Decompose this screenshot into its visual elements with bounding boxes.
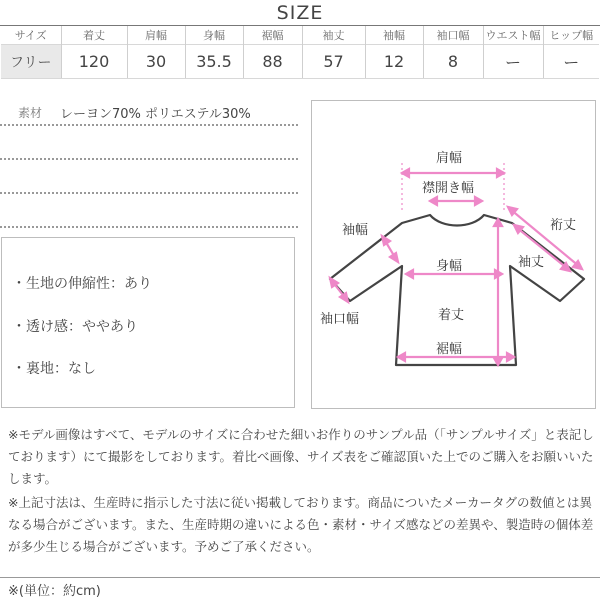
label-shoulder: 肩幅 — [436, 151, 463, 166]
spec-row-empty-3 — [0, 192, 298, 228]
cell-length: 120 — [61, 45, 127, 79]
label-sleeve-width: 袖幅 — [342, 223, 369, 238]
spec-row-empty-1 — [0, 124, 298, 160]
cell-hem-width: 88 — [243, 45, 302, 79]
cell-sleeve-length: 57 — [302, 45, 365, 79]
spec-row-material — [0, 90, 298, 126]
header-hem-width: 裾幅 — [243, 26, 302, 45]
header-shoulder: 肩幅 — [127, 26, 185, 45]
header-size: サイズ — [1, 26, 61, 45]
unit-note: ※(単位：約cm) — [8, 584, 101, 599]
size-table-header — [1, 26, 599, 45]
label-hem: 裾幅 — [436, 342, 463, 357]
note-sample: ※モデル画像はすべて、モデルのサイズに合わせた細いお作りのサンプル品（「サンプルサイズ」と表記しております）にて撮影をしております。着比べ画像、サイズ表をご確認頂いた上でのご購入をお願いいたします。 — [8, 427, 594, 486]
header-cuff-width: 袖口幅 — [423, 26, 483, 45]
feature-stretch: ・生地の伸縮性：あり — [12, 276, 152, 292]
cell-cuff-width: 8 — [423, 45, 483, 79]
label-yuki: 裄丈 — [550, 218, 577, 233]
label-length: 着丈 — [438, 308, 465, 323]
table-row — [1, 45, 599, 79]
cell-shoulder: 30 — [127, 45, 185, 79]
footer-divider — [0, 577, 600, 578]
features-box — [1, 237, 295, 408]
cell-sleeve-width: 12 — [365, 45, 423, 79]
header-sleeve-width: 袖幅 — [365, 26, 423, 45]
label-body-width: 身幅 — [436, 259, 463, 274]
material-label: 素材 — [18, 106, 43, 120]
header-length: 着丈 — [61, 26, 127, 45]
label-neck: 襟開き幅 — [422, 181, 475, 196]
cell-hip-width: ー — [543, 45, 599, 79]
cell-size: フリー — [1, 45, 61, 79]
spec-row-empty-2 — [0, 158, 298, 194]
label-sleeve-length: 袖丈 — [518, 255, 545, 270]
garment-diagram-svg — [312, 101, 597, 410]
header-waist-width: ウエスト幅 — [483, 26, 543, 45]
feature-sheerness: ・透け感：ややあり — [12, 319, 138, 335]
header-sleeve-length: 袖丈 — [302, 26, 365, 45]
cell-waist-width: ー — [483, 45, 543, 79]
notes — [8, 424, 594, 560]
header-body-width: 身幅 — [185, 26, 243, 45]
label-cuff: 袖口幅 — [320, 312, 360, 327]
feature-lining: ・裏地：なし — [12, 361, 96, 377]
note-measurement: ※上記寸法は、生産時に指示した寸法に従い掲載しております。商品についたメーカータグの数値とは異なる場合がございます。また、生産時期の違いによる色・素材・サイズ感などの差異や、製造時の個体差が多少生じる場合がございます。予めご了承ください。 — [8, 495, 594, 554]
material-value: レーヨン70% ポリエステル30% — [60, 107, 251, 122]
size-title: SIZE — [276, 2, 324, 24]
size-table — [1, 26, 599, 79]
measurement-diagram — [311, 100, 596, 409]
cell-body-width: 35.5 — [185, 45, 243, 79]
header-hip-width: ヒップ幅 — [549, 29, 594, 42]
